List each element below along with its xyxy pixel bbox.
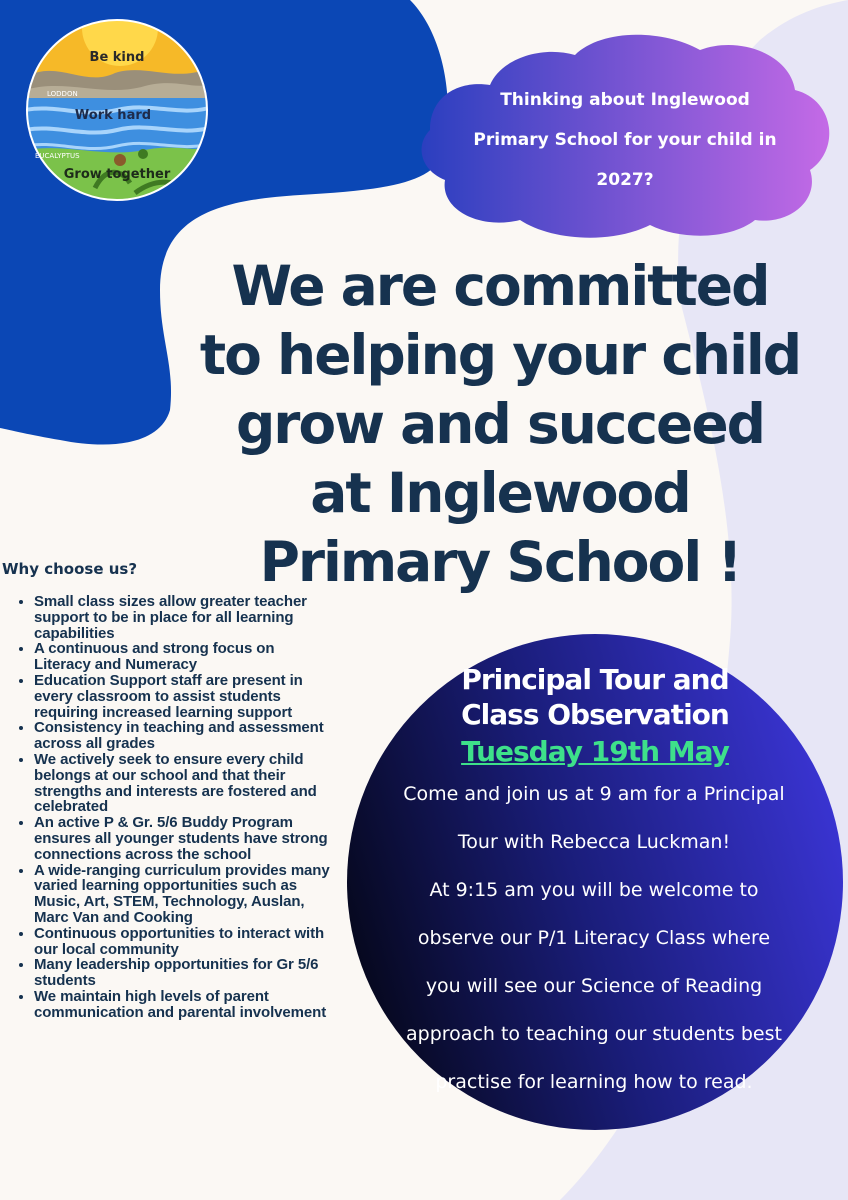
event-body-line: practise for learning how to read.: [435, 1071, 753, 1093]
why-choose-us-list: [14, 594, 334, 1021]
event-title: [405, 662, 785, 732]
headline: [120, 252, 848, 597]
cloud-line: Thinking about Inglewood: [500, 90, 750, 110]
list-item: • A continuous and strong focus on Literacy and Numeracy: [34, 641, 334, 673]
event-body-line: At 9:15 am you will be welcome to: [429, 879, 759, 901]
cloud-line: 2027?: [596, 170, 654, 190]
why-choose-us-heading: Why choose us?: [2, 560, 138, 578]
logo-bottom-arc: EUCALYPTUS: [35, 152, 80, 160]
list-item: • Education Support staff are present in every classroom to assist students requiring increased learning support: [34, 673, 334, 720]
logo-work-hard: Work hard: [74, 108, 152, 123]
list-item: • An active P & Gr. 5/6 Buddy Program ensures all younger students have strong connections across the school: [34, 815, 334, 862]
headline-line: to helping your child: [199, 323, 801, 387]
list-item: • Continuous opportunities to interact with our local community: [34, 926, 334, 958]
event-description: [350, 770, 838, 1106]
list-item: • Small class sizes allow greater teacher support to be in place for all learning capabilities: [34, 594, 334, 641]
headline-line: We are committed: [231, 254, 769, 318]
event-body-line: you will see our Science of Reading: [425, 975, 763, 997]
logo-top-arc: LODDON: [47, 90, 78, 98]
logo-be-kind: Be kind: [89, 50, 145, 65]
logo-grow-together: Grow together: [63, 167, 171, 182]
list-item: • We maintain high levels of parent communication and parental involvement: [34, 989, 334, 1021]
event-date: Tuesday 19th May: [461, 735, 729, 768]
list-item: • Consistency in teaching and assessment across all grades: [34, 720, 334, 752]
cloud-line: Primary School for your child in: [473, 130, 777, 150]
event-body-line: observe our P/1 Literacy Class where: [417, 927, 771, 949]
event-title-line: Class Observation: [461, 698, 729, 731]
school-logo: [25, 18, 209, 202]
event-body-line: approach to teaching our students best: [406, 1023, 782, 1045]
event-body-line: Come and join us at 9 am for a Principal: [403, 783, 785, 805]
headline-line: at Inglewood: [310, 461, 690, 525]
list-item: • We actively seek to ensure every child belongs at our school and that their strengths and interests are fostered and celebrated: [34, 752, 334, 815]
cloud-message: [455, 80, 795, 200]
event-title-line: Principal Tour and: [461, 663, 729, 696]
list-item: • Many leadership opportunities for Gr 5/6 students: [34, 957, 334, 989]
headline-line: Primary School !: [259, 530, 741, 594]
headline-line: grow and succeed: [235, 392, 765, 456]
event-body-line: Tour with Rebecca Luckman!: [457, 831, 731, 853]
list-item: • A wide-ranging curriculum provides many varied learning opportunities such as Music, Art, STEM, Technology, Auslan, Marc Van and Cooking: [34, 863, 334, 926]
